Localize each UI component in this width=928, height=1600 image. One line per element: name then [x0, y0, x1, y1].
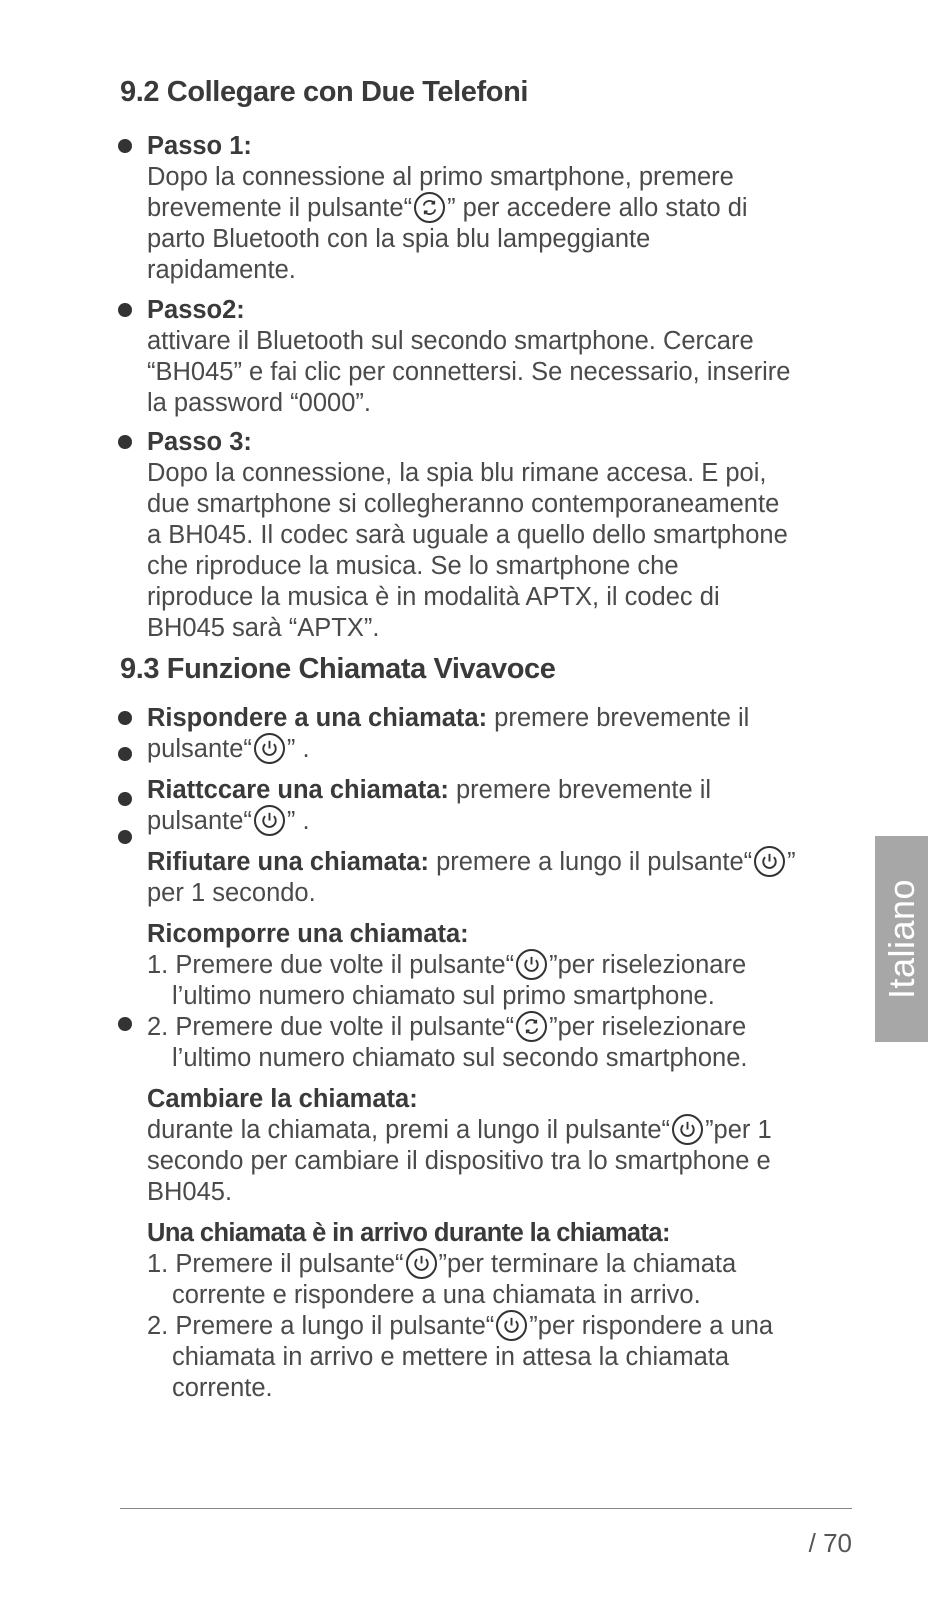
switch-call-text: secondo per cambiare il dispositivo tra lo smartphone e — [147, 1147, 771, 1175]
multifunction-button-icon — [414, 192, 445, 223]
switch-call-text: BH045. — [147, 1178, 233, 1206]
multifunction-button-icon — [516, 1011, 547, 1042]
bullet — [118, 747, 132, 761]
footer-divider — [120, 1508, 852, 1509]
redial-text: l’ultimo numero chiamato sul secondo smartphone. — [172, 1044, 748, 1072]
power-button-icon — [672, 1114, 703, 1145]
hang-up-call-text: pulsante“ ” . — [147, 806, 310, 838]
step-1-text: brevemente il pulsante“ ” per accedere allo stato di — [147, 193, 748, 225]
power-button-icon — [754, 846, 785, 877]
redial-text: 2. Premere due volte il pulsante“ ”per riselezionare — [147, 1012, 746, 1044]
language-label: Italiano — [880, 878, 922, 1000]
section-heading-9-3: 9.3 Funzione Chiamata Vivavoce — [120, 653, 556, 685]
call-waiting-text: corrente. — [172, 1374, 273, 1402]
step-2-text: attivare il Bluetooth sul secondo smartphone. Cercare — [147, 327, 754, 355]
power-button-icon — [406, 1248, 437, 1279]
power-button-icon — [496, 1310, 527, 1341]
power-button-icon — [254, 805, 285, 836]
hang-up-call-text: Riattccare una chiamata: premere brevemente il — [147, 776, 712, 804]
call-waiting-text: 1. Premere il pulsante“ ”per terminare la chiamata — [147, 1249, 736, 1281]
bullet — [118, 792, 132, 806]
step-1-text: Dopo la connessione al primo smartphone, premere — [147, 163, 734, 191]
switch-call-text: durante la chiamata, premi a lungo il pulsante“ ”per 1 — [147, 1115, 772, 1147]
step-2-label: Passo2: — [147, 296, 245, 324]
call-waiting-text: corrente e rispondere a una chiamata in arrivo. — [172, 1281, 701, 1309]
reject-call-text: Rifiutare una chiamata: premere a lungo il pulsante“ ” — [147, 847, 796, 879]
call-waiting-text: chiamata in arrivo e mettere in attesa la chiamata — [172, 1343, 730, 1371]
redial-text: 1. Premere due volte il pulsante“ ”per riselezionare — [147, 950, 746, 982]
step-3-label: Passo 3: — [147, 428, 252, 456]
step-3-text: BH045 sarà “APTX”. — [147, 614, 380, 642]
power-button-icon — [254, 733, 285, 764]
step-1-label: Passo 1: — [147, 132, 252, 160]
bullet — [118, 1017, 132, 1031]
step-3-text: Dopo la connessione, la spia blu rimane accesa. E poi, — [147, 459, 767, 487]
answer-call-text: Rispondere a una chiamata: premere brevemente il — [147, 704, 750, 732]
bullet — [118, 830, 132, 844]
bullet — [118, 711, 132, 725]
switch-call-label: Cambiare la chiamata: — [147, 1085, 418, 1113]
step-2-text: “BH045” e fai clic per connettersi. Se necessario, inserire — [147, 358, 791, 386]
redial-label: Ricomporre una chiamata: — [147, 920, 469, 948]
redial-text: l’ultimo numero chiamato sul primo smartphone. — [172, 982, 715, 1010]
answer-call-text: pulsante“ ” . — [147, 734, 310, 766]
bullet — [118, 435, 132, 449]
step-3-text: che riproduce la musica. Se lo smartphone che — [147, 552, 679, 580]
power-button-icon — [516, 949, 547, 980]
language-side-tab — [875, 836, 928, 1042]
step-1-text: parto Bluetooth con la spia blu lampeggiante — [147, 225, 651, 253]
reject-call-text: per 1 secondo. — [147, 879, 316, 907]
call-waiting-text: 2. Premere a lungo il pulsante“ ”per rispondere a una — [147, 1311, 773, 1343]
section-heading-9-2: 9.2 Collegare con Due Telefoni — [120, 76, 529, 108]
bullet — [118, 303, 132, 317]
step-3-text: riproduce la musica è in modalità APTX, il codec di — [147, 583, 720, 611]
step-1-text: rapidamente. — [147, 256, 296, 284]
step-3-text: due smartphone si collegheranno contemporaneamente — [147, 490, 780, 518]
step-3-text: a BH045. Il codec sarà uguale a quello dello smartphone — [147, 521, 788, 549]
call-waiting-label: Una chiamata è in arrivo durante la chiamata: — [147, 1219, 670, 1247]
bullet — [118, 139, 132, 153]
step-2-text: la password “0000”. — [147, 389, 371, 417]
page-number: / 70 — [808, 1528, 852, 1558]
